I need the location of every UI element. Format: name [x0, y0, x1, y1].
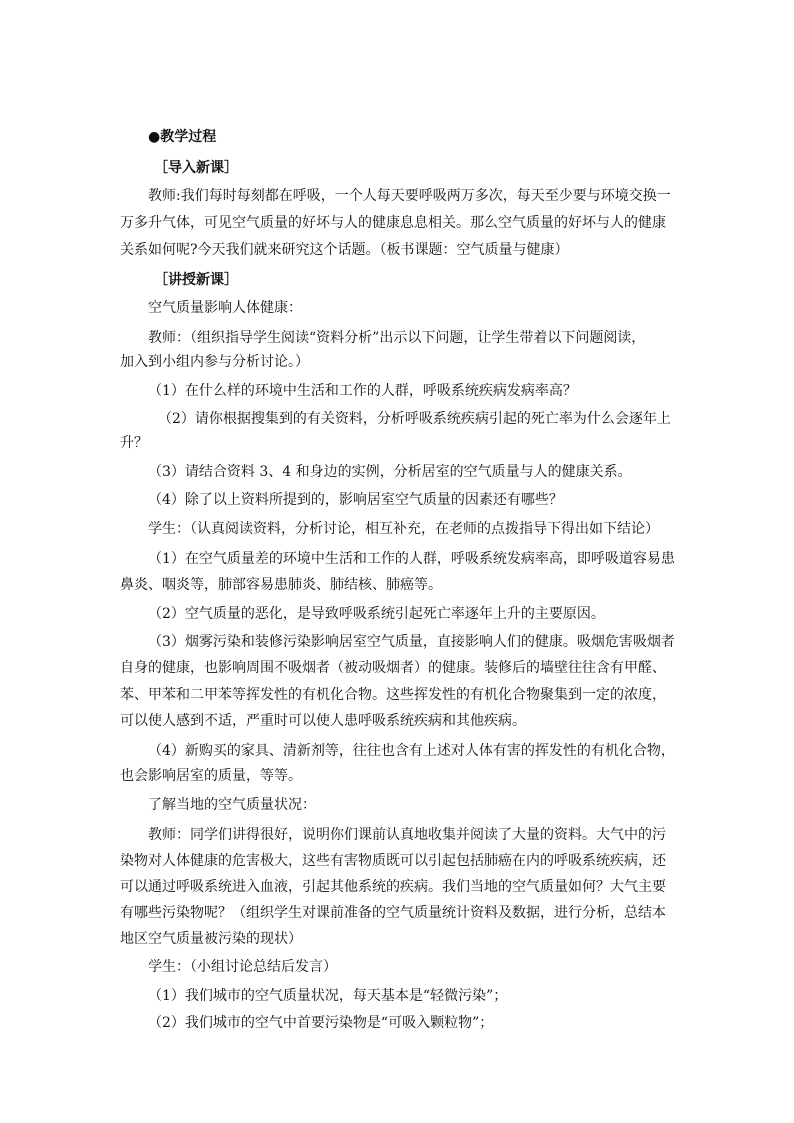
subheading: 了解当地的空气质量状况：: [148, 797, 316, 813]
paragraph-line: 地区空气质量被污染的现状）: [120, 931, 302, 947]
paragraph-line: 万多升气体，可见空气质量的好坏与人的健康息息相关。那么空气质量的好坏与人的健康: [120, 215, 666, 231]
paragraph-line: 关系如何呢?今天我们就来研究这个话题。（板书课题：空气质量与健康）: [120, 242, 569, 258]
paragraph-line: 教师：（组织指导学生阅读“资料分析”出示以下问题，让学生带着以下问题阅读，: [148, 330, 646, 346]
answer-item: 鼻炎、咽炎等，肺部容易患肺炎、肺结核、肺癌等。: [120, 577, 442, 593]
answer-item: （1）在空气质量差的环境中生活和工作的人群，呼吸系统发病率高，即呼吸道容易患: [148, 551, 675, 567]
paragraph-line: 学生：（小组讨论总结后发言）: [148, 959, 337, 975]
question-item: （2）请你根据搜集到的有关资料，分析呼吸系统疾病引起的死亡率为什么会逐年上: [158, 411, 671, 427]
question-item: 升？: [120, 435, 148, 451]
section-heading: ●教学过程: [148, 129, 217, 145]
answer-item: （2）空气质量的恶化，是导致呼吸系统引起死亡率逐年上升的主要原因。: [148, 606, 605, 622]
paragraph-line: 加入到小组内参与分析讨论。）: [120, 354, 309, 370]
paragraph-line: 有哪些污染物呢？（组织学生对课前准备的空气质量统计资料及数据，进行分析，总结本: [120, 905, 666, 921]
question-item: （4）除了以上资料所提到的，影响居室空气质量的因素还有哪些？: [148, 492, 563, 508]
section-label-lecture: ［讲授新课］: [154, 272, 238, 288]
paragraph-line: 教师：同学们讲得很好，说明你们课前认真地收集并阅读了大量的资料。大气中的污: [148, 827, 666, 843]
question-item: （3）请结合资料 3、4 和身边的实例，分析居室的空气质量与人的健康关系。: [148, 464, 632, 480]
answer-item: 苯、甲苯和二甲苯等挥发性的有机化合物。这些挥发性的有机化合物聚集到一定的浓度，: [120, 687, 666, 703]
answer-item: （2）我们城市的空气中首要污染物是“可吸入颗粒物”；: [148, 1015, 494, 1031]
paragraph-line: 教师:我们每时每刻都在呼吸，一个人每天要呼吸两万多次，每天至少要与环境交换一: [148, 188, 671, 204]
question-item: （1）在什么样的环境中生活和工作的人群，呼吸系统疾病发病率高？: [148, 383, 577, 399]
paragraph-line: 染物对人体健康的危害极大，这些有害物质既可以引起包括肺癌在内的呼吸系统疾病，还: [120, 853, 666, 869]
answer-item: （1）我们城市的空气质量状况，每天基本是“轻微污染”；: [148, 988, 508, 1004]
answer-item: （4）新购买的家具、清新剂等，往往也含有上述对人体有害的挥发性的有机化合物，: [148, 743, 675, 759]
paragraph-line: 可以通过呼吸系统进入血液，引起其他系统的疾病。我们当地的空气质量如何？大气主要: [120, 879, 666, 895]
subheading: 空气质量影响人体健康：: [148, 300, 302, 316]
answer-item: 可以使人感到不适，严重时可以使人患呼吸系统疾病和其他疾病。: [120, 713, 526, 729]
answer-item: 自身的健康，也影响周围不吸烟者（被动吸烟者）的健康。装修后的墙壁往往含有甲醛、: [120, 660, 666, 676]
paragraph-line: 学生：（认真阅读资料，分析讨论，相互补充，在老师的点拨指导下得出如下结论）: [148, 521, 659, 537]
section-label-intro: ［导入新课］: [154, 160, 238, 176]
answer-item: 也会影响居室的质量，等等。: [120, 768, 302, 784]
answer-item: （3）烟雾污染和装修污染影响居室空气质量，直接影响人们的健康。吸烟危害吸烟者: [148, 634, 675, 650]
